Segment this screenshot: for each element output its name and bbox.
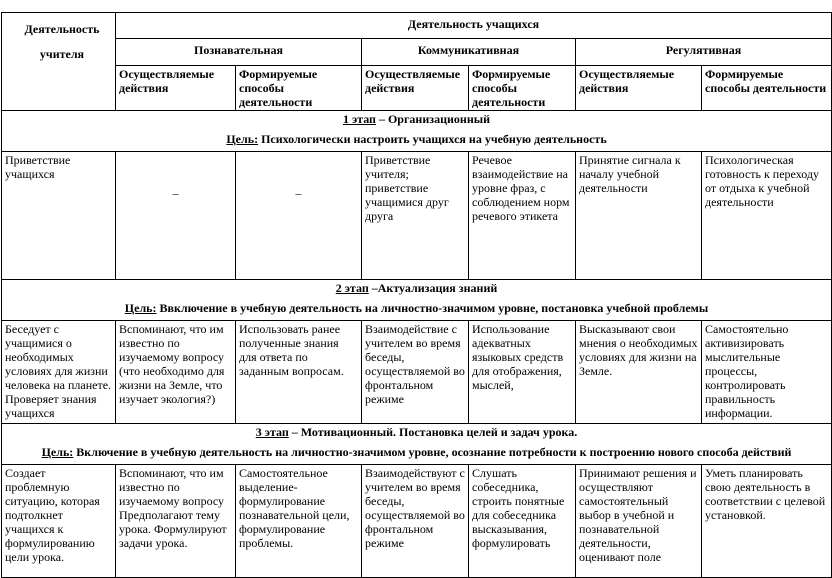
- stage-1-communicative-performed: Приветствие учителя; приветствие учащимися друг друга: [362, 152, 469, 280]
- stage-1-header: [2, 111, 832, 152]
- communicative-performed-header: Осуществляемые действия: [362, 66, 469, 111]
- stage-3-goal-text: Включение в учебную деятельность на личностно-значимом уровне, осознание потребности к построению нового способа действий: [73, 445, 792, 459]
- regulative-performed-header: Осуществляемые действия: [576, 66, 702, 111]
- stage-1-number: 1 этап: [342, 112, 376, 126]
- stage-1-teacher-cell: Приветствие учащихся: [2, 152, 116, 280]
- communicative-formed-header: Формируемые способы деятельности: [469, 66, 576, 111]
- stage-3-cognitive-formed: Самостоятельное выделение- формулирование познавательной цели, формулирование проблемы.: [236, 465, 362, 578]
- lesson-activity-table: [1, 12, 832, 578]
- stage-2-header: [2, 280, 832, 321]
- stage-3-goal-label: Цель:: [41, 445, 74, 459]
- stage-1-cognitive-formed: _: [236, 152, 362, 280]
- teacher-activity-header: [2, 13, 116, 111]
- cognitive-formed-header: Формируемые способы деятельности: [236, 66, 362, 111]
- stage-1-title: – Организационный: [375, 112, 491, 126]
- regulative-formed-header: Формируемые способы деятельности: [702, 66, 832, 111]
- stage-2-cognitive-performed: Вспоминают, что им известно по изучаемому вопросу (что необходимо для жизни на Земле, что изучает экология?): [116, 321, 236, 424]
- stage-2-teacher-cell: Беседует с учащимися о необходимых условиях для жизни человека на планете. Проверяет знания учащихся: [2, 321, 116, 424]
- group-regulative-header: Регулятивная: [576, 39, 832, 66]
- stage-3-title: – Мотивационный. Постановка целей и задач урока.: [288, 425, 578, 439]
- stage-2-number: 2 этап: [335, 281, 369, 295]
- stage-1-goal-label: Цель:: [226, 132, 259, 146]
- cognitive-performed-header: Осуществляемые действия: [116, 66, 236, 111]
- stage-3-regulative-performed: Принимают решения и осуществляют самостоятельный выбор в учебной и познавательной деятельности, оценивают поле: [576, 465, 702, 578]
- stage-1-regulative-performed: Принятие сигнала к началу учебной деятельности: [576, 152, 702, 280]
- stage-2-goal-text: Ввключение в учебную деятельность на личностно-значимом уровне, постановка учебной проблемы: [156, 301, 709, 315]
- group-communicative-header: Коммуникативная: [362, 39, 576, 66]
- stage-1-goal-text: Психологически настроить учащихся на учебную деятельность: [258, 132, 607, 146]
- stage-2-goal-label: Цель:: [124, 301, 157, 315]
- students-activity-header: Деятельность учащихся: [116, 13, 832, 39]
- stage-2-regulative-performed: Высказывают свои мнения о необходимых условиях для жизни на Земле.: [576, 321, 702, 424]
- stage-3-number: 3 этап: [255, 425, 289, 439]
- stage-1-regulative-formed: Психологическая готовность к переходу от отдыха к учебной деятельности: [702, 152, 832, 280]
- stage-3-teacher-cell: Создает проблемную ситуацию, которая подтолкнет учащихся к формулированию цели урока.: [2, 465, 116, 578]
- stage-3-communicative-performed: Взаимодействуют с учителем во время беседы, осуществляемой во фронтальном режиме: [362, 465, 469, 578]
- stage-2-regulative-formed: Самостоятельно активизировать мыслительные процессы, контролировать правильность информации.: [702, 321, 832, 424]
- teacher-activity-line-1: Деятельность: [24, 22, 100, 36]
- stage-3-communicative-formed: Слушать собеседника, строить понятные для собеседника высказывания, формулировать: [469, 465, 576, 578]
- stage-1-cognitive-performed: _: [116, 152, 236, 280]
- stage-3-cognitive-performed: Вспоминают, что им известно по изучаемому вопросу Предполагают тему урока. Формулируют задачи урока.: [116, 465, 236, 578]
- stage-1-communicative-formed: Речевое взаимодействие на уровне фраз, с соблюдением норм речевого этикета: [469, 152, 576, 280]
- stage-2-communicative-formed: Использование адекватных языковых средств для отображения, мыслей,: [469, 321, 576, 424]
- teacher-activity-line-2: учителя: [39, 47, 85, 61]
- stage-2-communicative-performed: Взаимодействие с учителем во время беседы, осуществляемой во фронтальном режиме: [362, 321, 469, 424]
- stage-2-cognitive-formed: Использовать ранее полученные знания для ответа по заданным вопросам.: [236, 321, 362, 424]
- group-cognitive-header: Познавательная: [116, 39, 362, 66]
- stage-3-header: [2, 424, 832, 465]
- stage-2-title: –Актуализация знаний: [368, 281, 498, 295]
- stage-3-regulative-formed: Уметь планировать свою деятельность в соответствии с целевой установкой.: [702, 465, 832, 578]
